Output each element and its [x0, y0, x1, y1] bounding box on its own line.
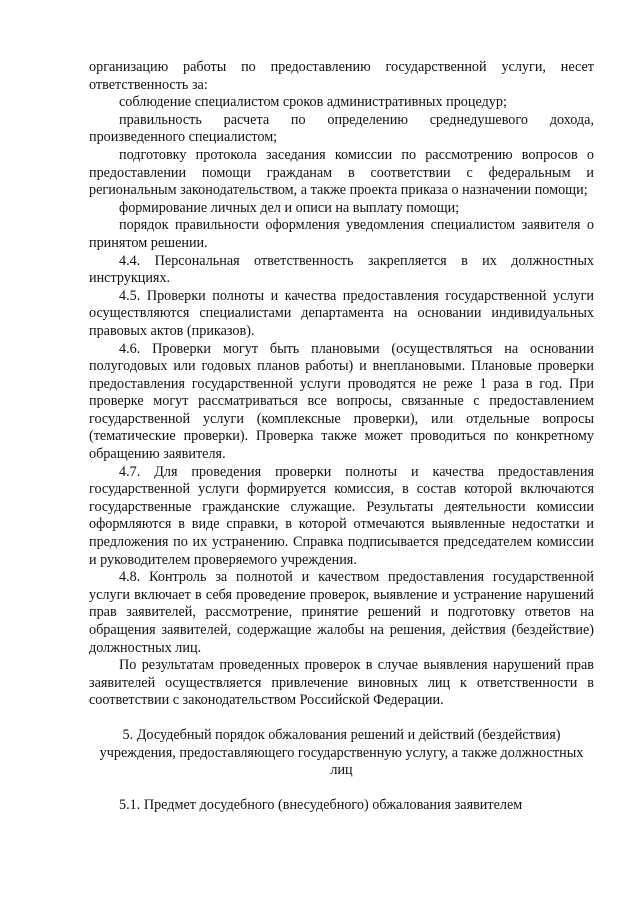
paragraph-4-5: 4.5. Проверки полноты и качества предоставления государственной услуги осуществляются специалистами департамента на основании индивидуальных правовых актов (приказов).	[89, 287, 594, 339]
paragraph-violations-liability: По результатам проведенных проверок в случае выявления нарушений прав заявителей осуществляется привлечение виновных лиц к ответственности в соответствии с законодательством Российской Федерации.	[89, 657, 594, 709]
paragraph-deadlines: соблюдение специалистом сроков административных процедур;	[119, 94, 507, 111]
paragraph-responsibility-intro: организацию работы по предоставлению государственной услуги, несет ответственность за:	[89, 59, 594, 93]
paragraph-4-6: 4.6. Проверки могут быть плановыми (осуществляться на основании полугодовых или годовых планов работы) и внеплановыми. Плановые проверки предоставления государственной услуги проводятся не реже 1 раза в год. При проверке могут рассматриваться все вопросы, связанные с предоставлением государственной услуги (комплексные проверки), или отдельные вопросы (тематические проверки). Проверка также может проводиться по конкретному обращению заявителя.	[89, 340, 594, 463]
section-spacer-after-heading	[89, 780, 594, 797]
paragraph-personal-files: формирование личных дел и описи на выплату помощи;	[119, 199, 460, 216]
paragraph-4-8: 4.8. Контроль за полнотой и качеством предоставления государственной услуги включает в себя проведение проверок, выявление и устранение нарушений прав заявителей, рассмотрение, принятие решений и подготовку ответов на обращения заявителей, содержащие жалобы на решения, действия (бездействие) должностных лиц.	[89, 569, 594, 656]
document-body	[89, 59, 594, 814]
paragraph-protocol-preparation: подготовку протокола заседания комиссии по рассмотрению вопросов о предоставлении помощи гражданам в соответствии с федеральным и региональным законодательством, а также проекта приказа о назначении помощи;	[89, 146, 594, 199]
paragraph-income-calculation: правильность расчета по определению среднедушевого дохода, произведенного специалистом;	[89, 111, 594, 146]
paragraph-4-4: 4.4. Персональная ответственность закрепляется в их должностных инструкциях.	[89, 252, 594, 287]
paragraph-4-7: 4.7. Для проведения проверки полноты и качества предоставления государственной услуги формируется комиссия, в состав которой включаются государственные гражданские служащие. Результаты деятельности комиссии оформляются в виде справки, в которой отмечаются выявленные недостатки и предложения по их устранению. Справка подписывается председателем комиссии и руководителем проверяемого учреждения.	[89, 463, 594, 568]
section-5-heading: 5. Досудебный порядок обжалования решений и действий (бездействия) учреждения, предоставляющего государственную услугу, а также должностных лиц	[99, 726, 584, 779]
paragraph-notification: порядок правильности оформления уведомления специалистом заявителя о принятом решении.	[89, 217, 594, 251]
section-spacer	[89, 710, 594, 727]
paragraph-5-1: 5.1. Предмет досудебного (внесудебного) обжалования заявителем	[119, 796, 523, 813]
